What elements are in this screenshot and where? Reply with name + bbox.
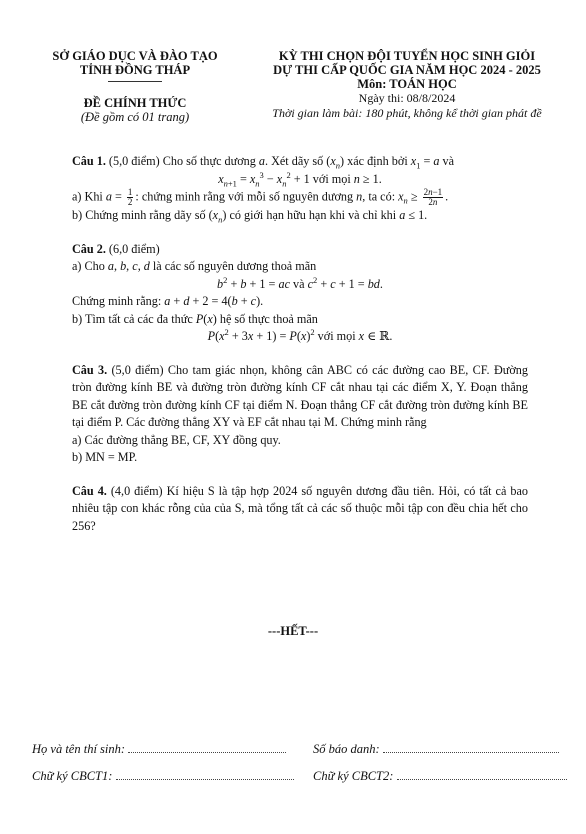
subject: Môn: TOÁN HỌC [357, 77, 457, 91]
q2-functional-equation: $P(x^2 + 3x + 1) = P(x)^2$ với mọi x ∈ ℝ. [207, 326, 393, 343]
pages-note: (Đề gồm có 01 trang) [80, 110, 190, 124]
supervisor2-sign-label: Chữ ký CBCT2: [313, 769, 394, 783]
time-note: Thời gian làm bài: 180 phút, không kể thời gian phát đề [272, 106, 542, 120]
q1-part-b: b) Chứng minh rằng dãy số $(x_n)$ có giới hạn hữu hạn khi và chỉ khi a ≤ 1. [72, 208, 428, 225]
candidate-name-label: Họ và tên thí sinh: [32, 742, 126, 756]
q1-intro: Câu 1. (5,0 điểm) Cho số thực dương a. Xét dãy số $(x_n)$ xác định bởi $x_1 = a$ và [72, 154, 455, 171]
exam-content [72, 153, 528, 535]
q3-part-b: b) MN = MP. [72, 450, 138, 464]
candidate-id-line [383, 741, 559, 753]
q2-part-a: a) Cho a, b, c, d là các số nguyên dương thoả mãn [72, 259, 317, 273]
supervisor1-sign-field [32, 768, 294, 784]
header-divider [108, 81, 162, 82]
province-name: TỈNH ĐỒNG THÁP [79, 63, 191, 77]
q2-title: Câu 2. [72, 241, 106, 256]
supervisor1-sign-label: Chữ ký CBCT1: [32, 769, 113, 783]
exam-title: KỲ THI CHỌN ĐỘI TUYỂN HỌC SINH GIỎI [278, 49, 536, 63]
q3-title: Câu 3. [72, 362, 108, 377]
header-right [250, 49, 564, 121]
q2-part-b: b) Tìm tất cả các đa thức P(x) hệ số thực thoả mãn [72, 311, 318, 326]
q2-prove: Chứng minh rằng: a + d + 2 = 4(b + c). [72, 294, 264, 308]
q4-text: Câu 4. (4,0 điểm) Kí hiệu S là tập hợp 2024 số nguyên dương đầu tiên. Hỏi, có tất cả bao nhiêu tập con khác rỗng của của S, mà tổng tất cả các số thuộc mỗi tập con đều chia hết cho 256? [72, 483, 528, 533]
q2-heading: Câu 2. (6,0 điểm) [72, 241, 160, 256]
supervisor1-sign-line [116, 768, 294, 780]
q4-title: Câu 4. [72, 483, 107, 498]
q2-equations: $b^2 + b + 1$ = ac và $c^2 + c + 1$ = bd. [217, 274, 383, 291]
exam-subtitle: DỰ THI CẤP QUỐC GIA NĂM HỌC 2024 - 2025 [273, 63, 541, 77]
q3-part-a: a) Các đường thẳng BE, CF, XY đồng quy. [72, 432, 281, 447]
q1-part-a: a) Khi a = $\frac{1}{2}$ : chứng minh rằng với mỗi số nguyên dương n, ta có: $x_n$ ≥ $\frac{2n-1}{2n}$ . [72, 187, 449, 207]
department-name: SỞ GIÁO DỤC VÀ ĐÀO TẠO [52, 49, 218, 63]
candidate-name-line [128, 741, 286, 753]
supervisor2-sign-field [313, 768, 567, 784]
candidate-id-field [313, 741, 559, 757]
q1-recurrence: $x_{n+1} = x_n^3 - x_n^2 + 1$ với mọi n ≥ 1. [218, 169, 382, 188]
candidate-name-field [32, 741, 286, 757]
header-left [20, 49, 250, 124]
official-label: ĐỀ CHÍNH THỨC [83, 96, 187, 110]
exam-date: Ngày thi: 08/8/2024 [358, 91, 456, 105]
q1-title: Câu 1. [72, 154, 106, 168]
q3-text: Câu 3. (5,0 điểm) Cho tam giác nhọn, không cân ABC có các đường cao BE, CF. Đường tròn đường kính BE và đường tròn đường kính CF cắt nhau tại các điểm X, Y. Đoạn thẳng BE cắt đường tròn đường kính CF tại điểm N. Đoạn thẳng CF cắt đường tròn đường kính BE tại điểm P. Các đường thẳng XY và EF cắt nhau tại M. Chứng minh rằng [72, 362, 528, 429]
end-mark: ---HẾT--- [267, 624, 319, 638]
candidate-id-label: Số báo danh: [313, 742, 380, 756]
supervisor2-sign-line [397, 768, 567, 780]
